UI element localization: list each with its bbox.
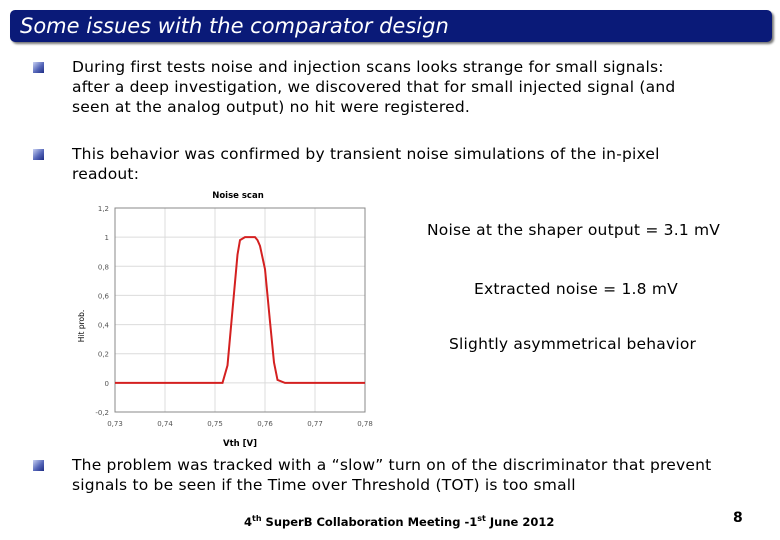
bullet-paragraph-3 xyxy=(72,455,772,495)
y-tick-label: 1 xyxy=(104,234,109,243)
footer-number: 4 xyxy=(244,514,253,529)
x-tick-label: 0,78 xyxy=(357,420,373,428)
x-tick-label: 0,77 xyxy=(307,420,323,428)
y-tick-label: 0 xyxy=(104,379,109,388)
page-number: 8 xyxy=(733,510,743,526)
annotation-asymmetry: Slightly asymmetrical behavior xyxy=(449,335,697,353)
x-tick-label: 0,75 xyxy=(207,420,223,428)
chart-grid xyxy=(115,208,365,412)
annotation-shaper-noise: Noise at the shaper output = 3.1 mV xyxy=(427,221,721,239)
bullet-icon xyxy=(33,460,44,471)
y-tick-label: 1,2 xyxy=(97,205,109,213)
noise-scan-chart xyxy=(60,180,380,450)
text-line: During first tests noise and injection scans looks strange for small signals: xyxy=(72,58,664,76)
y-tick-label: 0,8 xyxy=(97,263,109,272)
bullet-paragraph-2 xyxy=(72,144,772,184)
x-tick-labels xyxy=(107,420,373,428)
annotation-extracted-noise: Extracted noise = 1.8 mV xyxy=(474,280,678,298)
bullet-paragraph-1 xyxy=(72,57,772,117)
series-line xyxy=(115,237,365,383)
bullet-icon xyxy=(33,62,44,73)
chart-title: Noise scan xyxy=(212,191,264,201)
x-tick-label: 0,76 xyxy=(257,420,273,428)
y-tick-label: 0,2 xyxy=(97,350,109,359)
x-axis-label: Vth [V] xyxy=(223,439,257,449)
y-tick-label: -0,2 xyxy=(95,409,109,417)
text-line: readout: xyxy=(72,165,140,183)
text-line: The problem was tracked with a “slow” turn on of the discriminator that prevent xyxy=(72,456,712,474)
footer-text-1: SuperB Collaboration Meeting -1 xyxy=(261,514,478,529)
footer-text-2: June 2012 xyxy=(485,514,555,529)
text-line: seen at the analog output) no hit were registered. xyxy=(72,98,471,116)
title-bar xyxy=(10,10,772,42)
y-axis-label: Hit prob. xyxy=(77,309,86,343)
x-tick-label: 0,73 xyxy=(107,420,123,428)
text-line: This behavior was confirmed by transient noise simulations of the in-pixel xyxy=(72,145,660,163)
y-tick-label: 0,4 xyxy=(97,321,109,330)
plot-frame xyxy=(115,208,365,412)
text-line: signals to be seen if the Time over Threshold (TOT) is too small xyxy=(72,476,576,494)
x-tick-label: 0,74 xyxy=(157,420,173,428)
footer xyxy=(244,514,554,529)
y-tick-labels xyxy=(95,205,109,417)
footer-ordinal-1: th xyxy=(252,514,262,523)
y-tick-label: 0,6 xyxy=(97,292,109,301)
slide-title: Some issues with the comparator design xyxy=(20,14,449,38)
footer-ordinal-2: st xyxy=(477,514,486,523)
text-line: after a deep investigation, we discovered that for small injected signal (and xyxy=(72,78,676,96)
bullet-icon xyxy=(33,149,44,160)
